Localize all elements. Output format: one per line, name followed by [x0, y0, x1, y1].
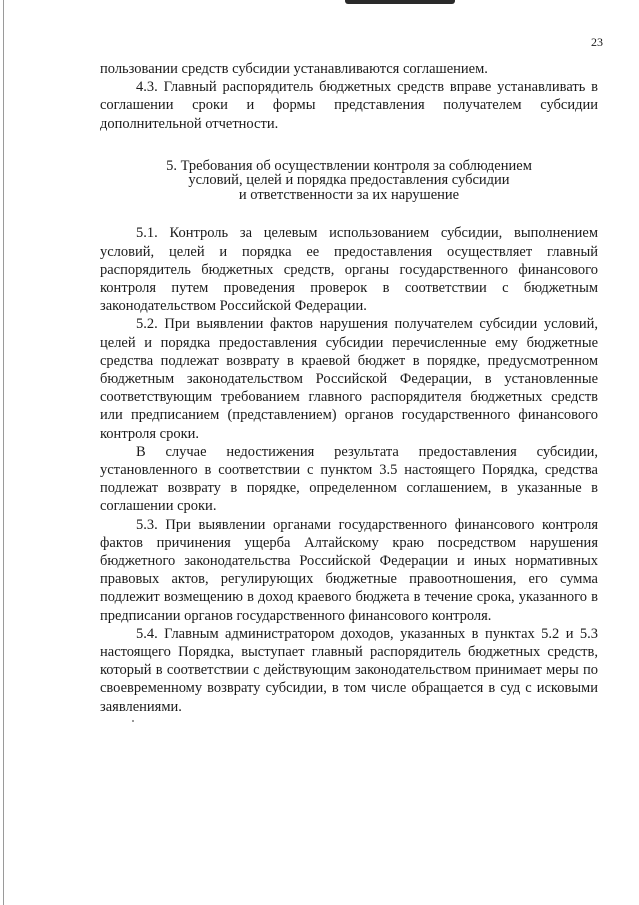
- paragraph-5-2-continued: В случае недостижения результата предоставления субсидии, установленного в соответствии с пунктом 3.5 настоящего Порядка, средства подлежат возврату в порядке, определенном соглашением, в указанные в соглашении сроки.: [100, 443, 598, 515]
- paragraph-5-1: 5.1. Контроль за целевым использованием субсидии, выполнением условий, целей и порядка ее предоставления осуществляет главный распорядитель бюджетных средств, органы государственного финансового контроля путем проведения проверок в соответствии с бюджетным законодательством Российской Федерации.: [100, 225, 598, 315]
- section-heading-line-1: 5. Требования об осуществлении контроля за соблюдением: [166, 157, 532, 174]
- scan-top-mark: [345, 0, 455, 4]
- paragraph-5-3: 5.3. При выявлении органами государственного финансового контроля фактов причинения ущерба Алтайскому краю посредством нарушения бюджетного законодательства Российской Федерации и иных нормативных правовых актов, регулирующих бюджетные правоотношения, его сумма подлежит возмещению в доход краевого бюджета в течение срока, указанного в предписании органов государственного финансового контроля.: [100, 516, 598, 624]
- page-number: 23: [591, 35, 603, 49]
- paragraph-5-2: 5.2. При выявлении фактов нарушения получателем субсидии условий, целей и порядка предоставления субсидии перечисленные ему бюджетные средства подлежат возврату в краевой бюджет в порядке, предусмотренном бюджетным законодательством Российской Федерации, в установленные соответствующим требованием главного распорядителя бюджетных средств или предписанием (представлением) органов государственного финансового контроля сроки.: [100, 316, 598, 442]
- scan-speck: [132, 720, 134, 722]
- scan-edge-line: [3, 0, 4, 905]
- section-heading: [100, 159, 598, 203]
- paragraph-5-4: 5.4. Главным администратором доходов, указанных в пунктах 5.2 и 5.3 настоящего Порядка, выступает главный распорядитель бюджетных средств, который в соответствии с действующим законодательством принимает меры по своевременному возврату субсидии, в том числе обращается в суд с исковыми заявлениями.: [100, 625, 598, 715]
- paragraph-4-3: 4.3. Главный распорядитель бюджетных средств вправе устанавливать в соглашении сроки и формы представления получателем субсидии дополнительной отчетности.: [100, 79, 598, 132]
- paragraph-continuation: пользовании средств субсидии устанавливаются соглашением.: [100, 61, 488, 77]
- section-heading-line-3: и ответственности за их нарушение: [238, 186, 460, 203]
- document-body: [100, 60, 598, 716]
- section-heading-line-2: условий, целей и порядка предоставления субсидии: [188, 172, 510, 189]
